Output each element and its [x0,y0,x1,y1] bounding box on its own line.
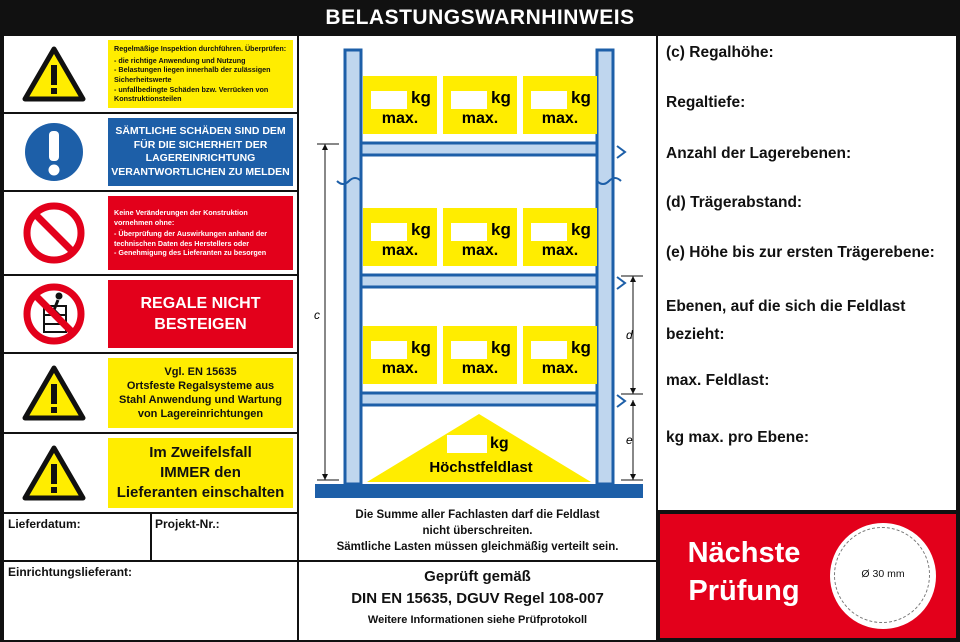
inspection-intro: Regelmäßige Inspektion durchführen. Überprüfen: [114,44,287,54]
no-climbing-icon [4,276,104,352]
warning-triangle-icon [4,434,104,512]
contact-supplier-text: Im Zweifelsfall IMMER den Lieferanten einschalten [116,444,285,501]
modifications-intro: Keine Veränderungen der Konstruktion vornehmen ohne: [114,208,248,227]
load-box: kg max. [443,326,517,384]
tested-according-label: Geprüft gemäß [424,568,531,585]
inspection-sticker-area [830,523,936,629]
max-field-load-label: max. Feldlast: [666,372,770,389]
load-box: kg max. [523,76,597,134]
first-beam-height-label: (e) Höhe bis zur ersten Trägerebene: [666,244,935,261]
sticker-diameter-label: Ø 30 mm [861,568,905,580]
notice-no-modifications [4,192,297,274]
inspection-item: - die richtige Anwendung und Nutzung [114,56,287,66]
load-box: kg max. [363,208,437,266]
installer-label: Einrichtungslieferant: [8,565,133,579]
prohibition-icon [4,192,104,274]
load-box: kg max. [363,326,437,384]
dimension-e-label: e [626,433,633,447]
field-load-levels-label: Ebenen, auf die sich die Feldlast bezieht: [666,298,906,343]
beam-spacing-label: (d) Trägerabstand: [666,194,803,211]
modifications-item: - Genehmigung des Lieferanten zu besorgen [114,248,287,258]
warning-triangle-icon [4,354,104,432]
notice-contact-supplier [4,434,297,512]
more-info-label: Weitere Informationen siehe Prüfprotokoll [367,614,588,626]
load-box: kg max. [443,76,517,134]
dimension-c-label: c [314,308,320,322]
field-load-kg: kg [490,435,509,452]
storage-levels-label: Anzahl der Lagerebenen: [666,145,852,162]
notice-inspection [4,36,297,112]
rack-depth-label: Regaltiefe: [666,94,746,111]
mandatory-exclamation-icon [4,114,104,190]
notice-report-damage [4,114,297,190]
standards-label: DIN EN 15635, DGUV Regel 108-007 [351,590,604,607]
no-climbing-text: REGALE NICHT BESTEIGEN [140,295,261,333]
notice-en-standard [4,354,297,432]
load-distribution-note: Die Summe aller Fachlasten darf die Feldlast nicht überschreiten. Sämtliche Lasten müssen gleichmäßig verteilt sein. [336,509,619,553]
next-inspection-label: Nächste Prüfung [687,537,801,607]
damage-report-text: SÄMTLICHE SCHÄDEN SIND DEM FÜR DIE SICHERHEIT DER LAGEREINRICHTUNG VERANTWORTLICHEN ZU MELDEN [111,125,290,178]
load-box: kg max. [443,208,517,266]
sign-title: BELASTUNGSWARNHINWEIS [325,6,635,29]
max-field-load-label: Höchstfeldlast [429,459,533,476]
inspection-item: - Belastungen liegen innerhalb der zulässigen Sicherheitswerte [114,65,287,84]
load-box: kg max. [363,76,437,134]
warning-triangle-icon [4,36,104,112]
project-number-label: Projekt-Nr.: [155,517,220,531]
modifications-item: - Überprüfung der Auswirkungen anhand der technischen Daten des Herstellers oder [114,229,287,248]
rack-height-label: (c) Regalhöhe: [666,44,774,61]
load-box: kg max. [523,208,597,266]
inspection-item: - unfallbedingte Schäden bzw. Verrücken von Konstruktionsteilen [114,85,287,104]
dimension-d-label: d [626,328,633,342]
kg-per-level-label: kg max. pro Ebene: [666,429,809,446]
en-standard-text: Vgl. EN 15635 Ortsfeste Regalsysteme aus Stahl Anwendung und Wartung von Lagereinrichtungen [119,366,282,420]
load-box: kg max. [523,326,597,384]
delivery-date-label: Lieferdatum: [8,517,81,531]
notice-no-climbing [4,276,297,352]
